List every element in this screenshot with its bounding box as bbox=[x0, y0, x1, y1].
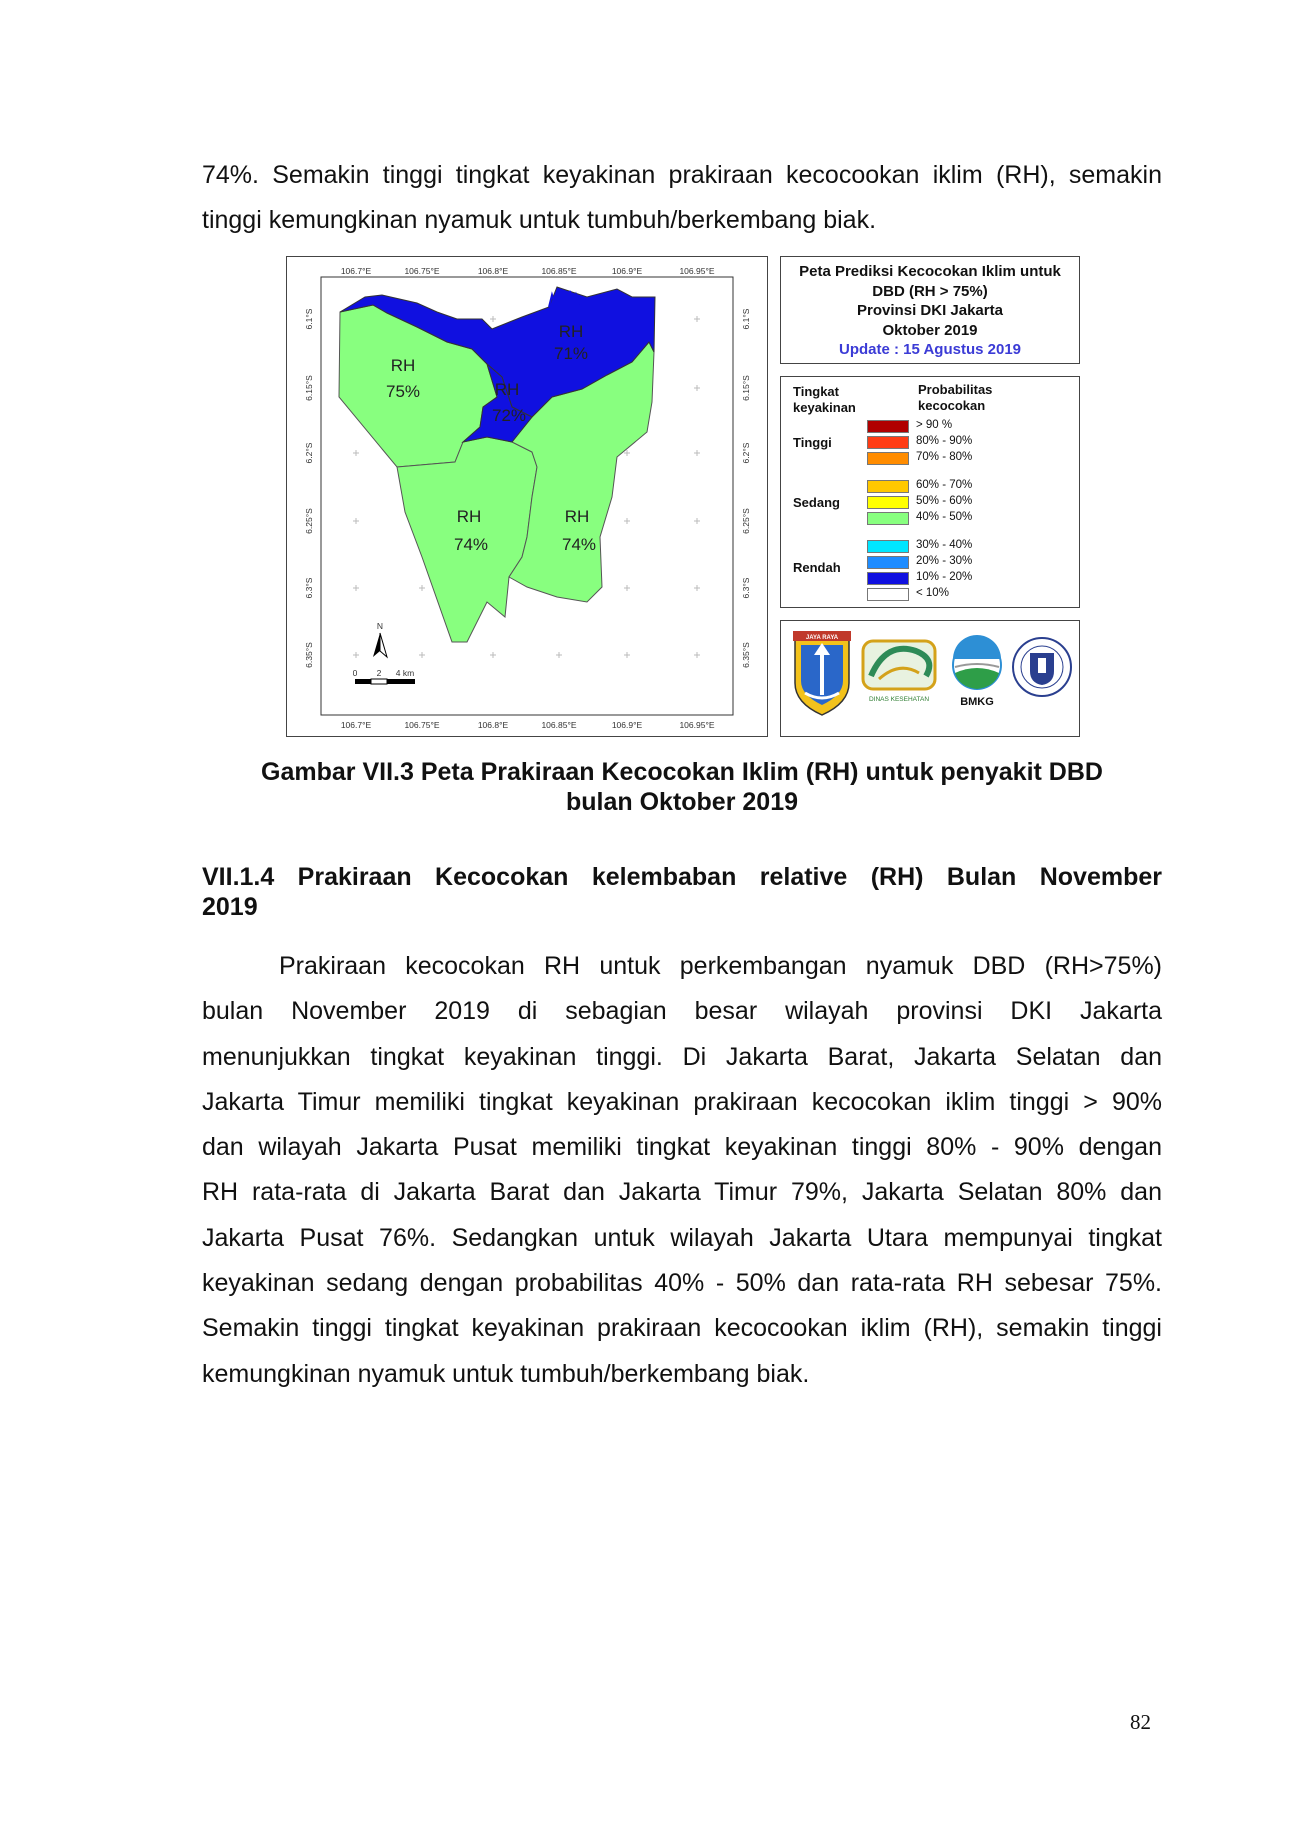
lat-tick: 6.1°S bbox=[304, 308, 314, 330]
lon-tick: 106.8°E bbox=[477, 266, 509, 276]
map-title-line: Provinsi DKI Jakarta bbox=[857, 302, 1003, 319]
north-arrow-icon bbox=[373, 621, 387, 657]
figure bbox=[286, 256, 1080, 737]
legend-swatch bbox=[867, 556, 909, 569]
lat-tick: 6.25°S bbox=[304, 508, 314, 534]
legend-swatch bbox=[867, 588, 909, 601]
region-label: RH bbox=[456, 507, 482, 526]
caption-line: Gambar VII.3 Peta Prakiraan Kecocokan Iklim (RH) untuk penyakit DBD bbox=[261, 758, 1103, 786]
region-label: RH bbox=[494, 380, 520, 399]
lat-tick: 6.15°S bbox=[304, 375, 314, 401]
bmkg-logo-icon bbox=[953, 635, 1001, 708]
body-line: RH rata-rata di Jakarta Barat dan Jakarta Timur 79%, Jakarta Selatan 80% dan bbox=[202, 1178, 1162, 1207]
logo-box bbox=[780, 620, 1080, 737]
region-label: RH bbox=[564, 507, 590, 526]
scale-label: 2 bbox=[376, 668, 382, 678]
dinkes-text: DINAS KESEHATAN bbox=[868, 696, 930, 703]
body-line: dan wilayah Jakarta Pusat memiliki tingkat keyakinan tinggi 80% - 90% dengan bbox=[202, 1133, 1162, 1162]
lat-tick: 6.35°S bbox=[304, 642, 314, 668]
scale-label: 0 bbox=[352, 668, 358, 678]
dinkes-logo-icon bbox=[863, 641, 935, 703]
map-title-line: Peta Prediksi Kecocokan Iklim untuk bbox=[799, 263, 1061, 280]
heading-line: 2019 bbox=[202, 893, 258, 921]
map-update-date: Update : 15 Agustus 2019 bbox=[839, 341, 1021, 358]
body-line: Semakin tinggi tingkat keyakinan prakiraan kecocookan iklim (RH), semakin tinggi bbox=[202, 1314, 1162, 1343]
map-title-line: Oktober 2019 bbox=[882, 321, 978, 339]
legend-level-sedang: Sedang bbox=[793, 495, 840, 510]
legend-swatch bbox=[867, 512, 909, 525]
lon-tick: 106.75°E bbox=[404, 266, 440, 276]
body-line: keyakinan sedang dengan probabilitas 40% - 50% dan rata-rata RH sebesar 75%. bbox=[202, 1269, 1162, 1298]
legend-range-label: 80% - 90% bbox=[916, 435, 973, 447]
body-line: Jakarta Timur memiliki tingkat keyakinan prakiraan kecocokan iklim tinggi > 90% bbox=[202, 1087, 1162, 1116]
rh-map bbox=[286, 256, 768, 737]
lat-tick: 6.3°S bbox=[304, 577, 314, 599]
legend-range-label: > 90 % bbox=[916, 419, 953, 431]
page-number: 82 bbox=[1130, 1710, 1151, 1734]
legend-range-label: 70% - 80% bbox=[916, 451, 973, 463]
lon-tick: 106.9°E bbox=[611, 720, 643, 730]
body-line: Prakiraan kecocokan RH untuk perkembangan nyamuk DBD (RH>75%) bbox=[279, 952, 1162, 980]
legend-col2-title: kecocokan bbox=[918, 398, 986, 413]
legend-swatch bbox=[867, 496, 909, 509]
map-title-line: DBD (RH > 75%) bbox=[872, 282, 988, 300]
region-value: 72% bbox=[491, 406, 527, 425]
caption-line: bulan Oktober 2019 bbox=[565, 788, 799, 816]
body-paragraph bbox=[202, 944, 1162, 1397]
legend-swatch bbox=[867, 452, 909, 465]
legend-col1-title: Tingkat bbox=[793, 384, 839, 399]
lat-tick: 6.2°S bbox=[741, 442, 751, 464]
bmkg-text: BMKG bbox=[960, 696, 994, 708]
legend-range-label: 30% - 40% bbox=[916, 539, 973, 551]
intro-line: 74%. Semakin tinggi tingkat keyakinan prakiraan kecocookan iklim (RH), semakin bbox=[202, 161, 1162, 189]
map-title-box bbox=[780, 256, 1080, 364]
lon-tick: 106.85°E bbox=[541, 266, 577, 276]
legend-swatch bbox=[867, 572, 909, 585]
lon-tick: 106.7°E bbox=[340, 720, 372, 730]
legend-swatch bbox=[867, 420, 909, 433]
heading-line: VII.1.4 Prakiraan Kecocokan kelembaban relative (RH) Bulan November bbox=[202, 863, 1162, 891]
lat-tick: 6.35°S bbox=[741, 642, 751, 668]
legend-level-tinggi: Tinggi bbox=[793, 435, 832, 450]
legend-swatch bbox=[867, 480, 909, 493]
region-label: RH bbox=[390, 356, 416, 375]
region-value: 71% bbox=[553, 344, 589, 363]
region-value: 74% bbox=[453, 535, 489, 554]
region-label: RH bbox=[558, 322, 584, 341]
lat-tick: 6.2°S bbox=[304, 442, 314, 464]
scale-bar bbox=[353, 668, 415, 684]
legend-col2-title: Probabilitas bbox=[918, 382, 993, 397]
legend-range-label: 60% - 70% bbox=[916, 479, 973, 491]
jakarta-emblem-icon bbox=[793, 631, 851, 715]
itb-seal-icon bbox=[1013, 638, 1071, 696]
legend-range-label: 10% - 20% bbox=[916, 571, 973, 583]
lat-tick: 6.25°S bbox=[741, 508, 751, 534]
lon-tick: 106.95°E bbox=[679, 720, 715, 730]
legend-range-label: < 10% bbox=[916, 587, 949, 599]
legend-col1-title: keyakinan bbox=[793, 400, 856, 415]
lon-tick: 106.75°E bbox=[404, 720, 440, 730]
legend-range-label: 20% - 30% bbox=[916, 555, 973, 567]
lat-tick: 6.1°S bbox=[741, 308, 751, 330]
figure-caption bbox=[202, 757, 1162, 817]
lat-tick: 6.15°S bbox=[741, 375, 751, 401]
lon-tick: 106.8°E bbox=[477, 720, 509, 730]
jakarta-banner-text: JAYA RAYA bbox=[805, 635, 839, 641]
lon-tick: 106.95°E bbox=[679, 266, 715, 276]
legend-level-rendah: Rendah bbox=[793, 560, 841, 575]
body-line: Jakarta Pusat 76%. Sedangkan untuk wilayah Jakarta Utara mempunyai tingkat bbox=[202, 1223, 1162, 1252]
region-value: 74% bbox=[561, 535, 597, 554]
lon-tick: 106.85°E bbox=[541, 720, 577, 730]
body-line: bulan November 2019 di sebagian besar wilayah provinsi DKI Jakarta bbox=[202, 997, 1162, 1026]
scale-label: 4 km bbox=[395, 668, 415, 678]
legend-range-label: 50% - 60% bbox=[916, 495, 973, 507]
region-value: 75% bbox=[385, 382, 421, 401]
legend-swatch bbox=[867, 436, 909, 449]
section-heading bbox=[202, 862, 1162, 922]
legend-range-label: 40% - 50% bbox=[916, 511, 973, 523]
lon-tick: 106.7°E bbox=[340, 266, 372, 276]
intro-line: tinggi kemungkinan nyamuk untuk tumbuh/berkembang biak. bbox=[202, 206, 877, 235]
lat-tick: 6.3°S bbox=[741, 577, 751, 599]
body-line: kemungkinan nyamuk untuk tumbuh/berkembang biak. bbox=[202, 1359, 810, 1388]
north-label: N bbox=[376, 621, 384, 631]
legend-swatch bbox=[867, 540, 909, 553]
intro-paragraph bbox=[202, 153, 1162, 244]
body-line: menunjukkan tingkat keyakinan tinggi. Di Jakarta Barat, Jakarta Selatan dan bbox=[202, 1042, 1162, 1071]
legend-box bbox=[780, 376, 1080, 608]
lon-tick: 106.9°E bbox=[611, 266, 643, 276]
